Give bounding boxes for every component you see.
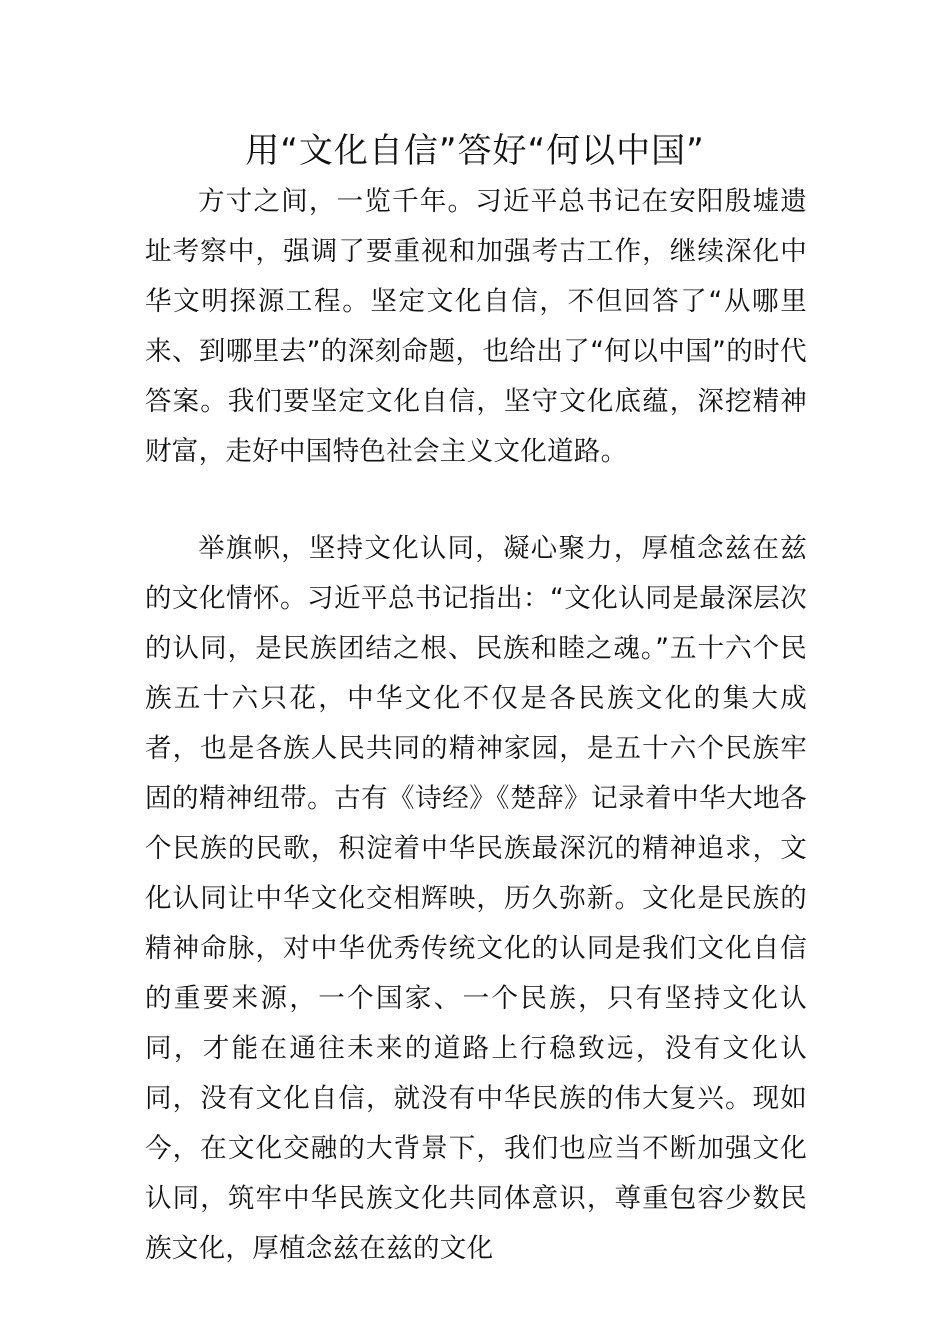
paragraph-2: 举旗帜，坚持文化认同，凝心聚力，厚植念兹在兹的文化情怀。习近平总书记指出：“文化认同是最深层次的认同，是民族团结之根、民族和睦之魂。”五十六个民族五十六只花，中华文化不仅是各民族文化的集大成者，也是各族人民共同的精神家园，是五十六个民族牢固的精神纽带。古有《诗经》《楚辞》记录着中华大地各个民族的民歌，积淀着中华民族最深沉的精神追求，文化认同让中华文化交相辉映，历久弥新。文化是民族的精神命脉，对中华优秀传统文化的认同是我们文化自信的重要来源，一个国家、一个民族，只有坚持文化认同，才能在通往未来的道路上行稳致远，没有文化认同，没有文化自信，就没有中华民族的伟大复兴。现如今，在文化交融的大背景下，我们也应当不断加强文化认同，筑牢中华民族文化共同体意识，尊重包容少数民族文化，厚植念兹在兹的文化 [145, 533, 807, 1264]
paragraph-1: 方寸之间，一览千年。习近平总书记在安阳殷墟遗址考察中，强调了要重视和加强考古工作，继续深化中华文明探源工程。坚定文化自信，不但回答了“从哪里来、到哪里去”的深刻命题，也给出了“何以中国”的时代答案。我们要坚定文化自信，坚守文化底蕴，深挖精神财富，走好中国特色社会主义文化道路。 [145, 186, 807, 467]
document-title: 用“文化自信”答好“何以中国” [245, 131, 705, 171]
